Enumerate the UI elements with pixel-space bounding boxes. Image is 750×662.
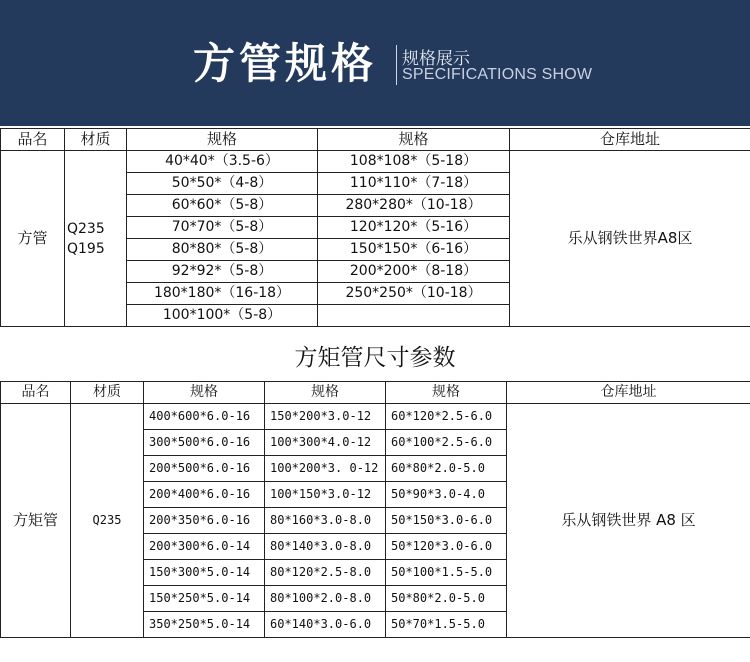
header-cell-warehouse: 仓库地址 [510,129,750,151]
spec-cell: 100*200*3. 0-12 [265,456,386,482]
header-banner [0,0,750,126]
warehouse-cell: 乐从钢铁世界A8区 [510,151,750,327]
warehouse-cell: 乐从钢铁世界 A8 区 [507,404,750,638]
spec-cell: 108*108*（5-18） [318,151,510,173]
spec-cell: 50*70*1.5-5.0 [386,612,507,638]
spec-cell: 60*100*2.5-6.0 [386,430,507,456]
spec-cell: 200*400*6.0-16 [144,482,265,508]
spec-cell: 250*250*（10-18） [318,283,510,305]
header-cell-spec: 规格 [318,129,510,151]
header-subtitle-en: SPECIFICATIONS SHOW [402,66,593,83]
spec-cell: 150*300*5.0-14 [144,560,265,586]
spec-cell: 92*92*（5-8） [127,261,318,283]
spec-cell: 200*300*6.0-14 [144,534,265,560]
header-cell-material: 材质 [71,382,144,404]
spec-cell: 200*350*6.0-16 [144,508,265,534]
spec-cell: 60*140*3.0-6.0 [265,612,386,638]
spec-cell: 50*120*3.0-6.0 [386,534,507,560]
table-row [1,404,750,430]
spec-cell: 150*250*5.0-14 [144,586,265,612]
spec-cell: 200*200*（8-18） [318,261,510,283]
product-name-cell: 方矩管 [1,404,71,638]
header-cell-spec: 规格 [144,382,265,404]
material-cell: Q235 [71,404,144,638]
header-cell-spec: 规格 [265,382,386,404]
rect-tube-spec-table [0,381,750,638]
spec-cell: 40*40*（3.5-6） [127,151,318,173]
spec-cell: 350*250*5.0-14 [144,612,265,638]
spec-cell: 120*120*（5-16） [318,217,510,239]
spec-cell: 50*150*3.0-6.0 [386,508,507,534]
spec-cell: 180*180*（16-18） [127,283,318,305]
spec-cell: 80*100*2.0-8.0 [265,586,386,612]
material-line: Q195 [67,240,105,257]
spec-cell: 100*150*3.0-12 [265,482,386,508]
spec-cell: 50*90*3.0-4.0 [386,482,507,508]
header-subtitle-cn: 规格展示 [402,49,470,69]
spec-cell: 50*50*（4-8） [127,173,318,195]
table-row [1,151,750,173]
table-header-row [1,129,750,151]
spec-cell: 60*120*2.5-6.0 [386,404,507,430]
spec-cell: 150*200*3.0-12 [265,404,386,430]
spec-cell: 80*160*3.0-8.0 [265,508,386,534]
header-cell-material: 材质 [65,129,127,151]
header-title: 方管规格 [193,39,378,88]
spec-cell: 300*500*6.0-16 [144,430,265,456]
spec-cell: 110*110*（7-18） [318,173,510,195]
spec-cell: 50*80*2.0-5.0 [386,586,507,612]
header-cell-warehouse: 仓库地址 [507,382,750,404]
material-line: Q235 [67,220,105,237]
table-header-row [1,382,750,404]
spec-cell [318,305,510,327]
spec-cell: 70*70*（5-8） [127,217,318,239]
header-divider [396,45,397,85]
spec-cell: 200*500*6.0-16 [144,456,265,482]
section-title: 方矩管尺寸参数 [294,345,456,371]
spec-cell: 80*140*3.0-8.0 [265,534,386,560]
header-cell-spec: 规格 [386,382,507,404]
spec-cell: 280*280*（10-18） [318,195,510,217]
spec-cell: 150*150*（6-16） [318,239,510,261]
product-name-cell: 方管 [1,151,65,327]
material-cell [65,151,127,327]
spec-cell: 60*80*2.0-5.0 [386,456,507,482]
spec-cell: 60*60*（5-8） [127,195,318,217]
spec-cell: 100*300*4.0-12 [265,430,386,456]
spec-cell: 50*100*1.5-5.0 [386,560,507,586]
spec-cell: 400*600*6.0-16 [144,404,265,430]
square-tube-spec-table [0,128,750,327]
header-cell-product: 品名 [1,382,71,404]
spec-cell: 100*100*（5-8） [127,305,318,327]
spec-cell: 80*80*（5-8） [127,239,318,261]
header-cell-product: 品名 [1,129,65,151]
header-cell-spec: 规格 [127,129,318,151]
spec-cell: 80*120*2.5-8.0 [265,560,386,586]
